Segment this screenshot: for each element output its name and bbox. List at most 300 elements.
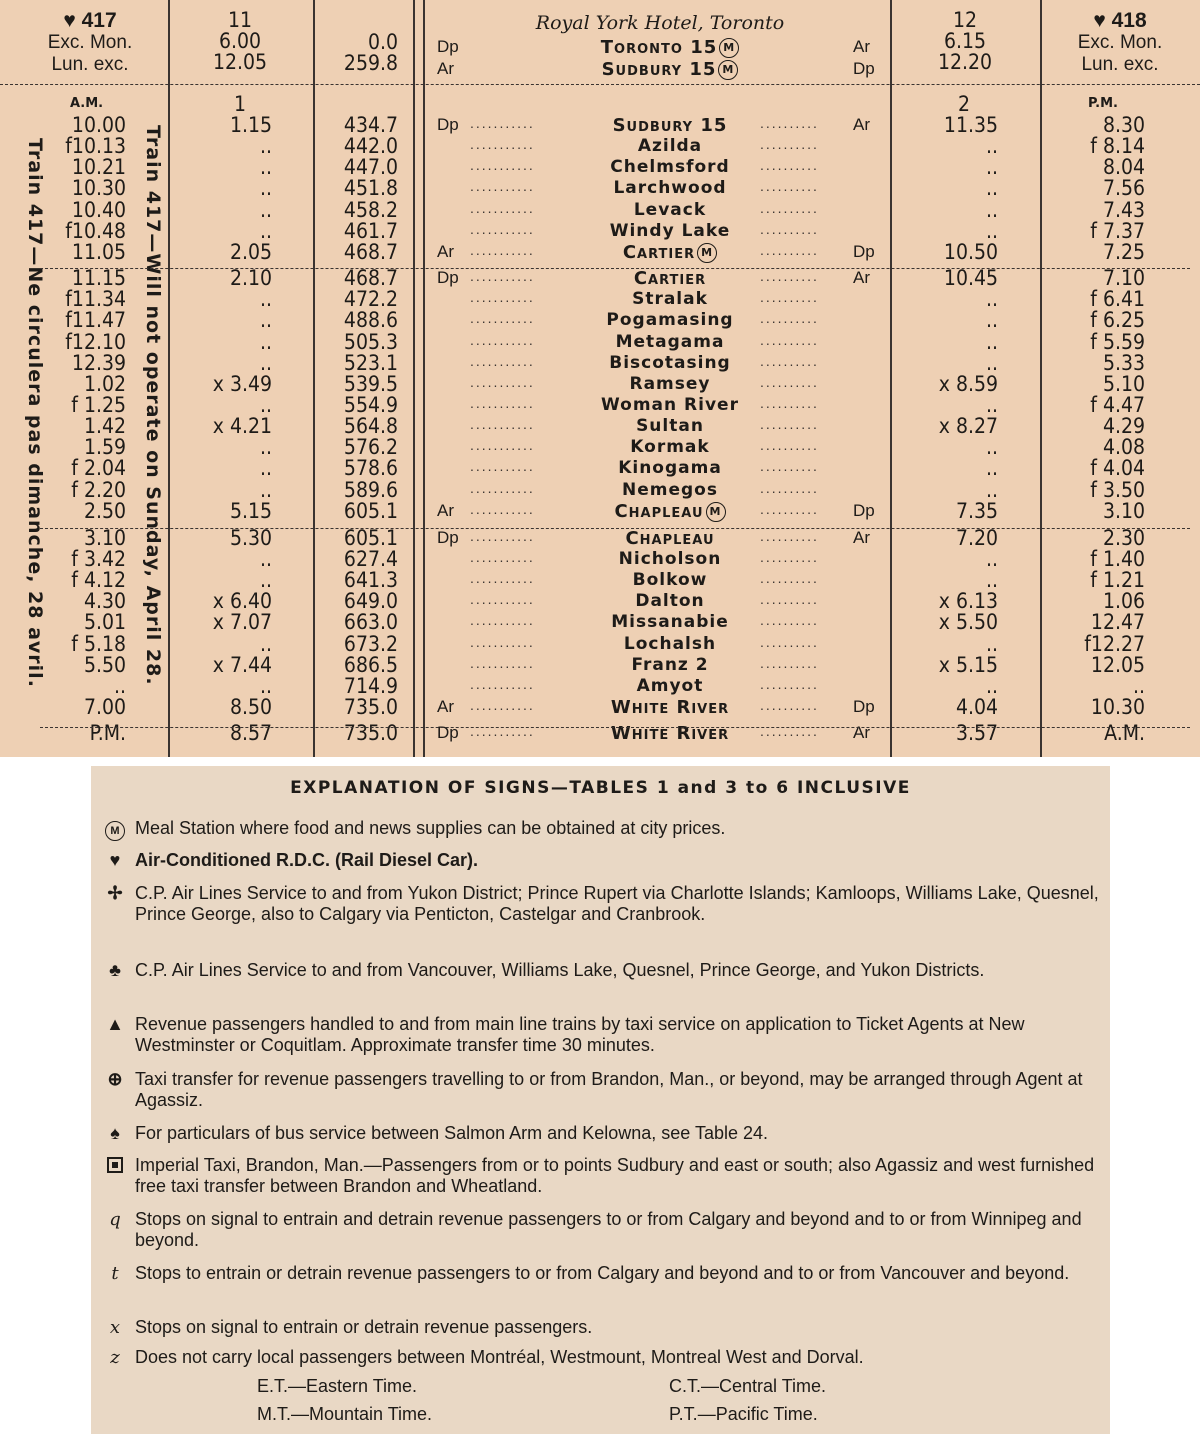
dp-ar-label: Ar	[853, 527, 870, 547]
station-name-text: White River	[610, 723, 730, 745]
letter-z-icon: z	[110, 1347, 120, 1368]
time-train-2: 10.50	[943, 239, 998, 264]
table-row	[0, 437, 1200, 458]
leader-dots: ..........	[760, 241, 819, 258]
mileage: 605.1	[343, 498, 398, 523]
ar-label: Ar	[437, 59, 454, 78]
time-train-418: f 1.40	[1090, 547, 1145, 571]
leader-dots: ..........	[760, 633, 819, 650]
leader-dots: ..........	[760, 570, 819, 587]
leader-dots: ..........	[760, 268, 819, 285]
meal-circle-glyph: M	[105, 821, 125, 841]
dp-ar-label: Dp	[437, 115, 459, 134]
timezone-central: C.T.—Central Time.	[669, 1376, 827, 1396]
leader-dots: ..........	[760, 479, 819, 496]
time-train-418: 8.30	[1102, 113, 1145, 137]
legend-panel	[91, 766, 1110, 1434]
time-train-418: f 5.59	[1090, 329, 1145, 354]
station-name-text: Chapleau	[614, 500, 704, 522]
table-row	[0, 416, 1200, 437]
table-row	[0, 197, 1200, 222]
legend-entry-text: Stops on signal to entrain or detrain revenue passengers.	[135, 1317, 593, 1337]
time-train-417: 2.50	[83, 498, 126, 523]
time-train-1: ..	[260, 568, 272, 593]
station-sudbury: Sudbury 15 M	[520, 59, 820, 80]
header-train-12: 12 6.15 12.20	[937, 8, 993, 74]
table-row	[0, 350, 1200, 375]
station-name-text: Kormak	[630, 437, 710, 458]
time-train-417: f12.10	[65, 329, 126, 354]
time-train-2: ..	[986, 392, 998, 417]
time-train-418: f 3.50	[1090, 477, 1145, 502]
leader-dots: ...........	[470, 500, 535, 517]
station-name-text: Bolkow	[632, 570, 708, 591]
table-row	[0, 268, 1200, 289]
time-train-418: ..	[1133, 673, 1145, 698]
mileage: 488.6	[343, 308, 398, 333]
mileage: 472.2	[343, 287, 398, 312]
time-train-418: 8.04	[1102, 155, 1145, 180]
divider	[40, 727, 1190, 728]
time-train-418: 1.06	[1102, 589, 1145, 614]
leader-dots: ...........	[470, 178, 535, 195]
letter-t-icon: t	[111, 1263, 119, 1284]
leader-dots: ...........	[470, 289, 535, 306]
legend-entry-text: Stops to entrain or detrain revenue passengers to or from Calgary and beyond and to or from Vancouver and beyond.	[135, 1263, 1070, 1283]
leader-dots: ...........	[470, 549, 535, 565]
dp-ar-label: Ar	[853, 115, 870, 134]
table-row	[0, 612, 1200, 633]
station-name-text: Amyot	[636, 675, 704, 696]
legend-entry-text: Air-Conditioned R.D.C. (Rail Diesel Car).	[135, 850, 479, 870]
meal-circle-icon: M	[718, 60, 738, 80]
dp-ar-label: Ar	[853, 723, 870, 743]
leader-dots: ...........	[470, 633, 535, 650]
ar-label: Ar	[853, 37, 870, 56]
dp-ar-label: Dp	[437, 527, 459, 547]
leader-dots: ...........	[470, 115, 535, 131]
time-train-417: 1.02	[83, 371, 126, 396]
side-note-english: Train 417—Will not operate on Sunday, April 28.	[142, 125, 164, 686]
table-row	[0, 371, 1200, 396]
station-name-text: Chelmsford	[610, 157, 730, 178]
table-row	[0, 458, 1200, 479]
mileage: 451.8	[343, 176, 398, 201]
mileage: 663.0	[343, 610, 398, 635]
time-train-1: x 6.40	[212, 589, 272, 614]
time-train-1: ..	[260, 631, 272, 656]
leader-dots: ...........	[470, 458, 535, 475]
leader-dots: ...........	[470, 394, 535, 411]
mileage: 673.2	[343, 631, 398, 656]
leader-dots: ...........	[470, 654, 535, 671]
time-train-1: 1.15	[229, 113, 272, 137]
station-name-text: Larchwood	[613, 178, 727, 199]
station-name-text: Stralak	[632, 289, 708, 310]
mileage: 735.0	[343, 695, 398, 720]
station-name-text: Cartier	[622, 241, 696, 263]
dp-ar-label: Ar	[853, 268, 870, 288]
square-dot-icon	[103, 1155, 127, 1176]
time-train-418: 4.29	[1102, 414, 1145, 439]
leader-dots: ..........	[760, 310, 819, 327]
leader-dots: ...........	[470, 220, 535, 237]
time-train-2: ..	[986, 287, 998, 312]
leader-dots: ..........	[760, 199, 819, 216]
table-row	[0, 697, 1200, 718]
header-train-418: ♥ 418 Exc. Mon. Lun. exc.	[1077, 9, 1163, 75]
leader-dots: ..........	[760, 220, 819, 237]
legend-entry-text: C.P. Air Lines Service to and from Yukon District; Prince Rupert via Charlotte Islands; Kamloops, Williams Lake, Quesnel, Prince George, also to Calgary via Penticton, Castelgar and Cranbrook.	[135, 883, 1099, 924]
station-name-text: Chapleau	[625, 527, 715, 549]
time-train-417: f11.47	[65, 308, 126, 333]
table-row	[0, 498, 1200, 523]
dp-ar-label: Dp	[853, 241, 875, 261]
table-row	[0, 329, 1200, 354]
station-name-text: Levack	[633, 199, 707, 220]
dp-label: Dp	[853, 59, 875, 78]
time-train-418: f 7.37	[1090, 218, 1145, 243]
time-train-2: x 5.15	[938, 652, 998, 677]
station-name-text: Windy Lake	[609, 220, 731, 241]
table-row	[0, 477, 1200, 502]
leader-dots: ..........	[760, 612, 819, 629]
time-train-418: A.M.	[1104, 721, 1145, 746]
time-train-418: f 6.25	[1090, 308, 1145, 333]
station-name-text: Franz 2	[631, 654, 709, 675]
leader-dots: ..........	[760, 115, 819, 131]
time-train-1: ..	[260, 287, 272, 312]
time-train-2: ..	[986, 134, 998, 159]
pm-label: P.M.	[1088, 96, 1118, 111]
leader-dots: ...........	[470, 723, 535, 740]
mileage: 458.2	[343, 197, 398, 222]
time-train-417: f10.48	[65, 218, 126, 243]
time-train-417: 3.10	[83, 525, 126, 550]
time-train-1: ..	[260, 350, 272, 375]
time-train-2: ..	[986, 218, 998, 243]
time-train-417: 5.01	[83, 610, 126, 635]
leader-dots: ...........	[470, 331, 535, 348]
time-train-1: 2.05	[229, 239, 272, 264]
leader-dots: ..........	[760, 136, 819, 153]
table-row	[0, 392, 1200, 417]
dp-ar-label: Ar	[437, 241, 454, 261]
leader-dots: ..........	[760, 416, 819, 433]
time-train-1: 8.57	[229, 721, 272, 746]
leader-dots: ..........	[760, 697, 819, 714]
header-train-11: 11 6.00 12.05	[212, 8, 268, 74]
table-row	[0, 631, 1200, 656]
legend-entry-text: Revenue passengers handled to and from main line trains by taxi service on application to Ticket Agents at New Westminster or Coquitlam. Approximate transfer time 30 minutes.	[135, 1014, 1025, 1055]
time-train-2: ..	[986, 547, 998, 571]
time-train-417: 10.00	[71, 113, 126, 137]
station-name-text: Woman River	[601, 394, 739, 415]
timezone-pacific: P.T.—Pacific Time.	[669, 1404, 818, 1424]
time-train-417: 10.30	[71, 176, 126, 201]
station-name-text: Azilda	[637, 136, 703, 157]
time-train-1: ..	[260, 673, 272, 698]
time-train-2: ..	[986, 176, 998, 201]
divider	[40, 528, 1190, 529]
time-train-1: 5.30	[229, 525, 272, 550]
time-train-2: ..	[986, 329, 998, 354]
time-train-1: x 7.44	[212, 652, 272, 677]
letter-q-icon: q	[109, 1209, 121, 1230]
time-train-418: 7.43	[1102, 197, 1145, 222]
time-train-2: 7.20	[955, 525, 998, 550]
time-train-1: x 3.49	[212, 371, 272, 396]
leader-dots: ...........	[470, 352, 535, 369]
mileage: 523.1	[343, 350, 398, 375]
time-train-418: 4.08	[1102, 435, 1145, 460]
leader-dots: ...........	[470, 437, 535, 454]
mileage: 468.7	[343, 266, 398, 291]
station-name-text: Sultan	[636, 416, 704, 437]
table-row	[0, 289, 1200, 310]
time-train-418: 7.10	[1102, 266, 1145, 291]
station-name-text: White River	[610, 697, 730, 719]
meal-circle-icon: M	[706, 502, 726, 522]
dp-ar-label: Dp	[437, 723, 459, 743]
legend-title: EXPLANATION OF SIGNS—TABLES 1 and 3 to 6 INCLUSIVE	[290, 778, 911, 798]
leader-dots: ...........	[470, 373, 535, 390]
time-train-418: f 1.21	[1090, 568, 1145, 593]
time-train-1: ..	[260, 392, 272, 417]
leader-dots: ..........	[760, 352, 819, 369]
header-train-417: ♥ 417 Exc. Mon. Lun. exc.	[47, 9, 133, 75]
table-row	[0, 570, 1200, 591]
leader-dots: ...........	[470, 199, 535, 216]
mileage: 641.3	[343, 568, 398, 593]
heart-icon: ♥	[109, 850, 121, 870]
time-train-418: 2.30	[1102, 525, 1145, 550]
time-train-1: ..	[260, 456, 272, 481]
time-train-2: x 5.50	[938, 610, 998, 635]
leader-dots: ...........	[470, 675, 535, 692]
time-train-417: 1.59	[83, 435, 126, 460]
time-train-1: x 4.21	[212, 414, 272, 439]
leader-dots: ...........	[470, 136, 535, 153]
table-row	[0, 591, 1200, 612]
leader-dots: ..........	[760, 500, 819, 517]
mileage: 686.5	[343, 652, 398, 677]
time-train-2: ..	[986, 673, 998, 698]
legend-entry-text: Meal Station where food and news supplies can be obtained at city prices.	[135, 818, 726, 838]
time-train-2: ..	[986, 155, 998, 180]
time-train-417: 10.40	[71, 197, 126, 222]
club-icon: ♣	[109, 960, 121, 980]
dp-ar-label: Ar	[437, 500, 454, 520]
time-train-2: x 6.13	[938, 589, 998, 614]
time-train-418: 12.47	[1090, 610, 1145, 635]
legend-entry-text: Does not carry local passengers between Montréal, Westmount, Montreal West and Dorval.	[135, 1347, 864, 1367]
time-train-418: 10.30	[1090, 695, 1145, 720]
divider	[0, 84, 1200, 85]
time-train-417: 7.00	[83, 695, 126, 720]
time-train-417: 1.42	[83, 414, 126, 439]
time-train-2: x 8.27	[938, 414, 998, 439]
leader-dots: ...........	[470, 310, 535, 327]
station-name-text: Sudbury 15	[612, 115, 728, 136]
dp-ar-label: Dp	[853, 697, 875, 717]
time-train-2: 3.57	[955, 721, 998, 746]
mileage: 505.3	[343, 329, 398, 354]
time-train-2: 7.35	[955, 498, 998, 523]
station-name-text: Biscotasing	[609, 352, 731, 373]
leader-dots: ...........	[470, 416, 535, 433]
station-name-text: Ramsey	[629, 373, 711, 394]
table-row	[0, 310, 1200, 331]
leader-dots: ...........	[470, 241, 535, 258]
mileage: 564.8	[343, 414, 398, 439]
station-name-text: Pogamasing	[606, 310, 734, 331]
time-train-417: f 5.18	[71, 631, 126, 656]
table-row	[0, 157, 1200, 178]
table-row	[0, 136, 1200, 157]
mileage: 578.6	[343, 456, 398, 481]
leader-dots: ..........	[760, 437, 819, 454]
mileage: 649.0	[343, 589, 398, 614]
am-label: A.M.	[70, 96, 104, 111]
table-row	[0, 218, 1200, 243]
time-train-1: ..	[260, 218, 272, 243]
time-train-1: 5.15	[229, 498, 272, 523]
leader-dots: ...........	[470, 268, 535, 285]
time-train-2: 10.45	[943, 266, 998, 291]
time-train-417: 11.05	[71, 239, 126, 264]
timezone-mountain: M.T.—Mountain Time.	[257, 1404, 433, 1424]
time-train-418: 5.33	[1102, 350, 1145, 375]
leader-dots: ..........	[760, 178, 819, 195]
mileage: 554.9	[343, 392, 398, 417]
time-train-418: 7.25	[1102, 239, 1145, 264]
time-train-2: 4.04	[955, 695, 998, 720]
mileage: 461.7	[343, 218, 398, 243]
station-name-text: Lochalsh	[623, 633, 717, 654]
mileage: 605.1	[343, 525, 398, 550]
table-row	[0, 115, 1200, 136]
time-train-418: f 4.04	[1090, 456, 1145, 481]
station-name-text: Kinogama	[618, 458, 722, 479]
airplane-icon: ✢	[107, 883, 123, 903]
time-train-417: P.M.	[89, 721, 126, 746]
time-train-1: ..	[260, 134, 272, 159]
mileage: 447.0	[343, 155, 398, 180]
time-train-417: f 3.42	[71, 547, 126, 571]
time-train-2: ..	[986, 477, 998, 502]
time-train-2: ..	[986, 197, 998, 222]
dp-ar-label: Dp	[853, 500, 875, 520]
time-train-1: ..	[260, 547, 272, 571]
mileage: 576.2	[343, 435, 398, 460]
leader-dots: ..........	[760, 527, 819, 544]
mileage: 539.5	[343, 371, 398, 396]
leader-dots: ...........	[470, 527, 535, 544]
mileage: 627.4	[343, 547, 398, 571]
station-name-text: Nemegos	[622, 479, 718, 500]
time-train-417: f 2.04	[71, 456, 126, 481]
time-train-2: x 8.59	[938, 371, 998, 396]
legend-entry-text: Imperial Taxi, Brandon, Man.—Passengers from or to points Sudbury and east or south; also Agassiz and west furnished free taxi transfer between Brandon and Wheatland.	[135, 1155, 1095, 1196]
leader-dots: ...........	[470, 479, 535, 496]
time-train-1: x 7.07	[212, 610, 272, 635]
header-miles: 0.0 259.8	[343, 30, 398, 75]
time-train-418: 3.10	[1102, 498, 1145, 523]
leader-dots: ...........	[470, 697, 535, 714]
spade-icon: ♠	[110, 1123, 120, 1143]
time-train-417: f 1.25	[71, 392, 126, 417]
leader-dots: ..........	[760, 723, 819, 740]
train-1-label: 1	[234, 92, 247, 116]
time-train-418: f 6.41	[1090, 287, 1145, 312]
station-name-text: Metagama	[615, 331, 725, 352]
time-train-2: ..	[986, 435, 998, 460]
leader-dots: ..........	[760, 654, 819, 671]
dp-label: Dp	[437, 37, 459, 56]
legend-entry-text: For particulars of bus service between Salmon Arm and Kelowna, see Table 24.	[135, 1123, 769, 1143]
time-train-417: f 4.12	[71, 568, 126, 593]
time-train-2: ..	[986, 456, 998, 481]
time-train-2: ..	[986, 350, 998, 375]
station-name-text: Nicholson	[618, 549, 722, 569]
time-train-2: ..	[986, 308, 998, 333]
time-train-417: f 2.20	[71, 477, 126, 502]
time-train-417: 5.50	[83, 652, 126, 677]
leader-dots: ...........	[470, 591, 535, 608]
time-train-2: 11.35	[943, 113, 998, 137]
time-train-1: 2.10	[229, 266, 272, 291]
hotel-note: Royal York Hotel, Toronto	[535, 12, 785, 34]
table-row	[0, 525, 1200, 550]
mileage: 714.9	[343, 673, 398, 698]
dp-ar-label: Ar	[437, 697, 454, 717]
leader-dots: ...........	[470, 612, 535, 629]
table-row	[0, 673, 1200, 698]
table-row	[0, 549, 1200, 570]
time-train-1: ..	[260, 477, 272, 502]
table-row	[0, 652, 1200, 677]
square-dot-glyph	[107, 1157, 123, 1173]
leader-dots: ...........	[470, 157, 535, 174]
time-train-417: 11.15	[71, 266, 126, 291]
station-toronto: Toronto 15 M	[520, 37, 820, 58]
side-note-french: Train 417—Ne circulera pas dimanche, 28 avril.	[24, 138, 46, 688]
leader-dots: ..........	[760, 549, 819, 565]
mileage: 434.7	[343, 113, 398, 137]
leader-dots: ..........	[760, 331, 819, 348]
legend-entry-text: Stops on signal to entrain and detrain revenue passengers to or from Calgary and beyond and to or from Winnipeg and beyond.	[135, 1209, 1082, 1250]
legend-entry-text: C.P. Air Lines Service to and from Vancouver, Williams Lake, Quesnel, Prince George, and Yukon Districts.	[135, 960, 985, 980]
time-train-417: 12.39	[71, 350, 126, 375]
time-train-418: f 8.14	[1090, 134, 1145, 159]
time-train-1: ..	[260, 308, 272, 333]
leader-dots: ..........	[760, 394, 819, 411]
time-train-418: 7.56	[1102, 176, 1145, 201]
time-train-1: ..	[260, 155, 272, 180]
mileage: 468.7	[343, 239, 398, 264]
time-train-418: f 4.47	[1090, 392, 1145, 417]
circled-plus-icon: ⊕	[107, 1069, 123, 1089]
mileage: 589.6	[343, 477, 398, 502]
time-train-417: 10.21	[71, 155, 126, 180]
leader-dots: ..........	[760, 289, 819, 306]
leader-dots: ..........	[760, 458, 819, 475]
time-train-1: ..	[260, 176, 272, 201]
leader-dots: ..........	[760, 675, 819, 692]
time-train-2: ..	[986, 568, 998, 593]
leader-dots: ...........	[470, 570, 535, 587]
